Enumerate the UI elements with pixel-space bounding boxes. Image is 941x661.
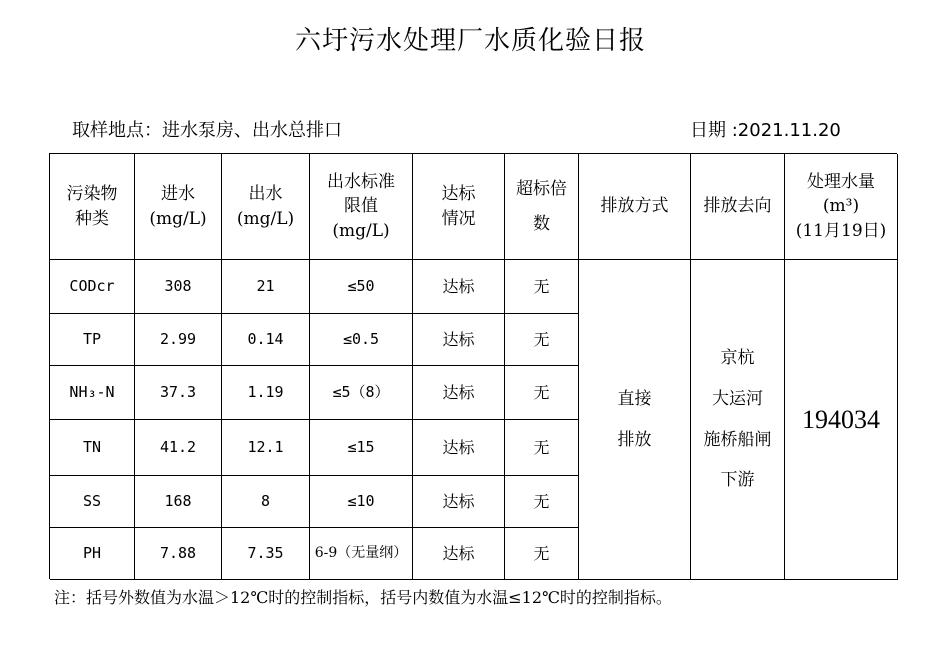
row-outflow: 12.1 [222,420,310,476]
row-compliance: 达标 [413,476,505,528]
row-compliance: 达标 [413,314,505,366]
row-limit: 6-9（无量纲） [310,528,413,580]
row-inflow: 2.99 [135,314,222,366]
report-date: 日期 :2021.11.20 [690,120,841,141]
row-pollutant: PH [50,528,135,580]
row-exceed: 无 [505,476,579,528]
footnote: 注：括号外数值为水温＞12℃时的控制指标，括号内数值为水温≤12℃时的控制指标。 [54,588,672,607]
treated-volume-value: 194034 [785,260,898,580]
report-title: 六圩污水处理厂水质化验日报 [294,26,646,56]
header-outflow: 出水 (mg/L) [222,154,310,260]
row-outflow: 8 [222,476,310,528]
header-exceed: 超标倍 数 [505,154,579,260]
row-exceed: 无 [505,366,579,420]
discharge-method-cell: 直接 排放 [579,260,691,580]
row-inflow: 37.3 [135,366,222,420]
row-limit: ≤0.5 [310,314,413,366]
row-compliance: 达标 [413,260,505,314]
row-limit: ≤10 [310,476,413,528]
row-inflow: 7.88 [135,528,222,580]
row-inflow: 168 [135,476,222,528]
header-limit: 出水标准 限值 (mg/L) [310,154,413,260]
header-inflow: 进水 (mg/L) [135,154,222,260]
row-pollutant: TP [50,314,135,366]
row-outflow: 0.14 [222,314,310,366]
row-exceed: 无 [505,260,579,314]
header-volume: 处理水量 (m³) (11月19日) [785,154,898,260]
row-compliance: 达标 [413,366,505,420]
discharge-destination-cell: 京杭 大运河 施桥船闸 下游 [691,260,785,580]
header-pollutant: 污染物 种类 [50,154,135,260]
row-outflow: 21 [222,260,310,314]
row-inflow: 308 [135,260,222,314]
row-compliance: 达标 [413,528,505,580]
header-discharge-method: 排放方式 [579,154,691,260]
header-compliance: 达标 情况 [413,154,505,260]
row-pollutant: CODcr [50,260,135,314]
row-exceed: 无 [505,314,579,366]
row-inflow: 41.2 [135,420,222,476]
row-pollutant: TN [50,420,135,476]
row-exceed: 无 [505,528,579,580]
row-compliance: 达标 [413,420,505,476]
row-limit: ≤15 [310,420,413,476]
row-pollutant: SS [50,476,135,528]
header-discharge-destination: 排放去向 [691,154,785,260]
row-exceed: 无 [505,420,579,476]
sampling-location: 取样地点：进水泵房、出水总排口 [72,120,342,141]
row-limit: ≤50 [310,260,413,314]
row-limit: ≤5（8） [310,366,413,420]
row-outflow: 7.35 [222,528,310,580]
row-outflow: 1.19 [222,366,310,420]
water-quality-table [49,153,897,579]
row-pollutant: NH₃-N [50,366,135,420]
